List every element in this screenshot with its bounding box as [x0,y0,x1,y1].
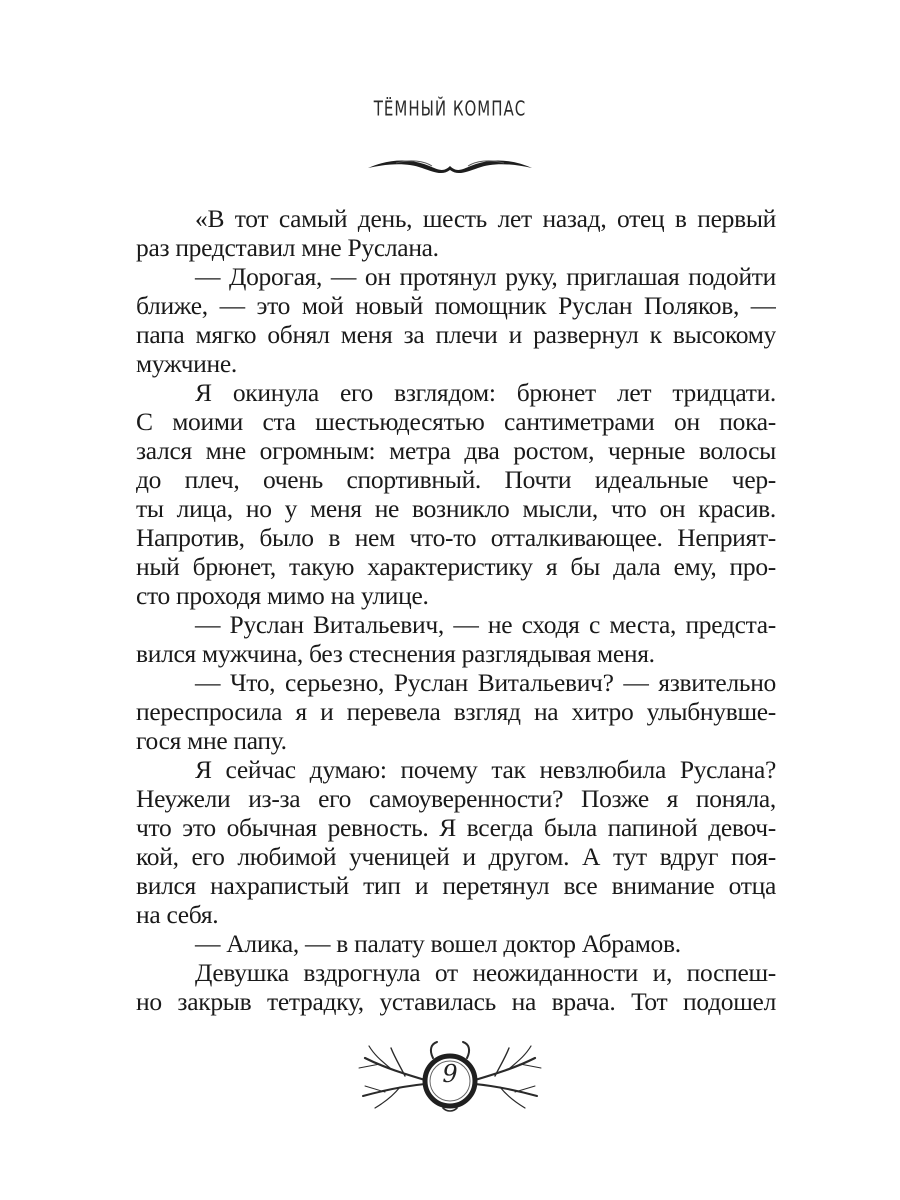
text-line: сто проходя мимо на улице. [136,581,429,610]
text-line: Напротив, было в нем что-то отталкивающее. Неприят- [136,523,776,552]
text-line: вился нахрапистый тип и перетянул все внимание отца [136,871,776,900]
text-line: мужчине. [136,349,237,378]
running-head-title: ТЁМНЫЙ КОМПАС [373,96,527,122]
text-line: зался мне огромным: метра два ростом, черные волосы [136,436,776,465]
text-line: Неужели из-за его самоуверенности? Позже я поняла, [136,784,776,813]
text-line: ты лица, но у меня не возникло мысли, что он красив. [136,494,776,523]
text-line: папа мягко обнял меня за плечи и развернул к высокому [136,320,776,349]
text-line: кой, его любимой ученицей и другом. А тут вдруг поя- [136,842,776,871]
text-line: гося мне папу. [136,726,287,755]
text-line: ный брюнет, такую характеристику я бы дала ему, про- [136,552,776,581]
text-line: — Алика, — в палату вошел доктор Абрамов. [195,929,681,958]
page-number: 9 [442,1060,458,1088]
text-line: «В тот самый день, шесть лет назад, отец в первый [195,204,776,233]
text-line: Я сейчас думаю: почему так невзлюбила Руслана? [195,755,776,784]
text-line: — Что, серьезно, Руслан Витальевич? — язвительно [195,668,776,697]
text-line: что это обычная ревность. Я всегда была папиной девоч- [136,813,776,842]
text-line: — Дорогая, — он протянул руку, приглашая подойти [195,262,776,291]
text-line: вился мужчина, без стеснения разглядывая меня. [136,639,655,668]
text-line: ближе, — это мой новый помощник Руслан Поляков, — [136,291,776,320]
text-line: раз представил мне Руслана. [136,233,439,262]
page-number-ornament [345,1038,555,1118]
wave-divider-icon [366,150,534,180]
text-line: С моими ста шестьюдесятью сантиметрами он пока- [136,407,776,436]
text-line: до плеч, очень спортивный. Почти идеальные чер- [136,465,776,494]
text-line: на себя. [136,900,219,929]
text-line: но закрыв тетрадку, уставилась на врача. Тот подошел [136,987,776,1016]
text-line: — Руслан Витальевич, — не сходя с места, предста- [195,610,776,639]
body-text [136,204,776,1016]
text-line: Я окинула его взглядом: брюнет лет тридцати. [195,378,776,407]
text-line: Девушка вздрогнула от неожиданности и, поспеш- [195,958,776,987]
text-line: переспросила я и перевела взгляд на хитро улыбнувше- [136,697,776,726]
